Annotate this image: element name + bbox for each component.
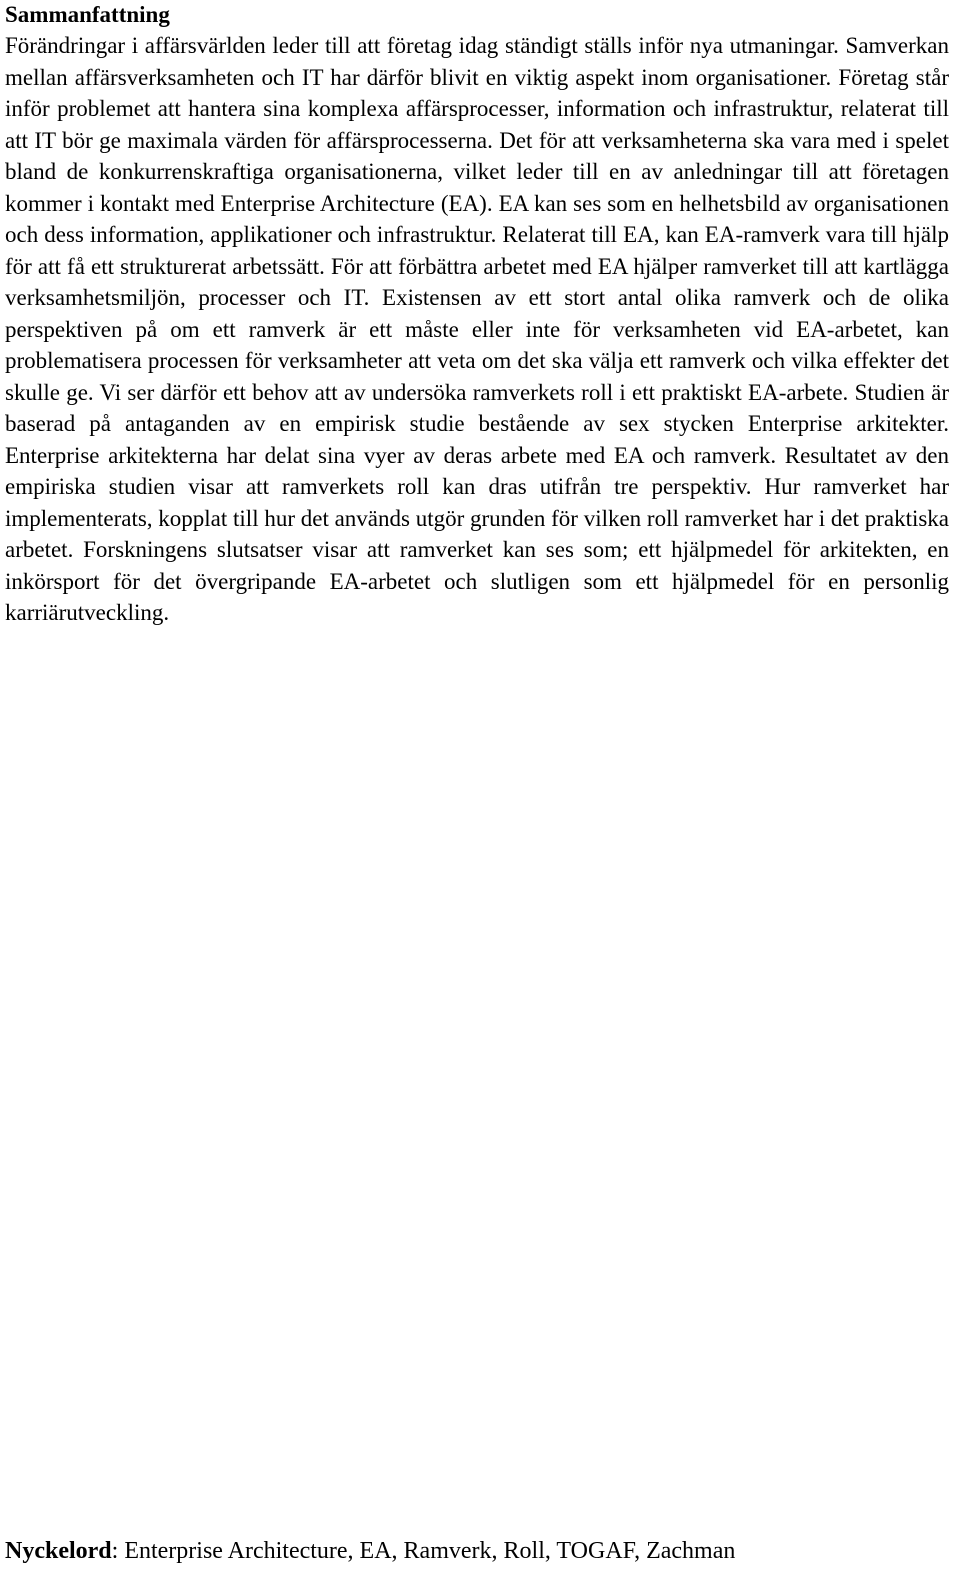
section-heading: Sammanfattning [5, 2, 170, 27]
keywords-value: Enterprise Architecture, EA, Ramverk, Roll, TOGAF, Zachman [118, 1538, 736, 1564]
keywords-separator: : [111, 1538, 119, 1564]
keywords-label: Nyckelord [5, 1538, 112, 1564]
abstract-paragraph: Förändringar i affärsvärlden leder till att företag idag ständigt ställs inför nya utmaningar. Samverkan mellan affärsverksamheten och IT har därför blivit en viktig aspekt inom organisationer. Företag står inför problemet att hantera sina komplexa affärsprocesser, information och infrastruktur, relaterat till att IT bör ge maximala värden för affärsprocesserna. Det för att verksamheterna ska vara med i spelet bland de konkurrenskraftiga organisationerna, vilket leder till en av anledningar till att företagen kommer i kontakt med Enterprise Architecture (EA). EA kan ses som en helhetsbild av organisationen och dess information, applikationer och infrastruktur. Relaterat till EA, kan EA-ramverk vara till hjälp för att få ett strukturerat arbetssätt. För att förbättra arbetet med EA hjälper ramverket till att kartlägga verksamhetsmiljön, processer och IT. Existensen av ett stort antal olika ramverk och de olika perspektiven på om ett ramverk är ett måste eller inte för verksamheten vid EA-arbetet, kan problematisera processen för verksamheter att veta om det ska välja ett ramverk och vilka effekter det skulle ge. Vi ser därför ett behov att av undersöka ramverkets roll i ett praktiskt EA-arbete. Studien är baserad på antaganden av en empirisk studie bestående av sex stycken Enterprise arkitekter. Enterprise arkitekterna har delat sina vyer av deras arbete med EA och ramverk. Resultatet av den empiriska studien visar att ramverkets roll kan dras utifrån tre perspektiv. Hur ramverket har implementerats, kopplat till hur det används utgör grunden för vilken roll ramverket har i det praktiska arbetet. Forskningens slutsatser visar att ramverket kan ses som; ett hjälpmedel för arkitekten, en inkörsport för det övergripande EA-arbetet och slutligen som ett hjälpmedel för en personlig karriärutveckling. [5, 33, 950, 625]
keywords-line [5, 1535, 735, 1567]
